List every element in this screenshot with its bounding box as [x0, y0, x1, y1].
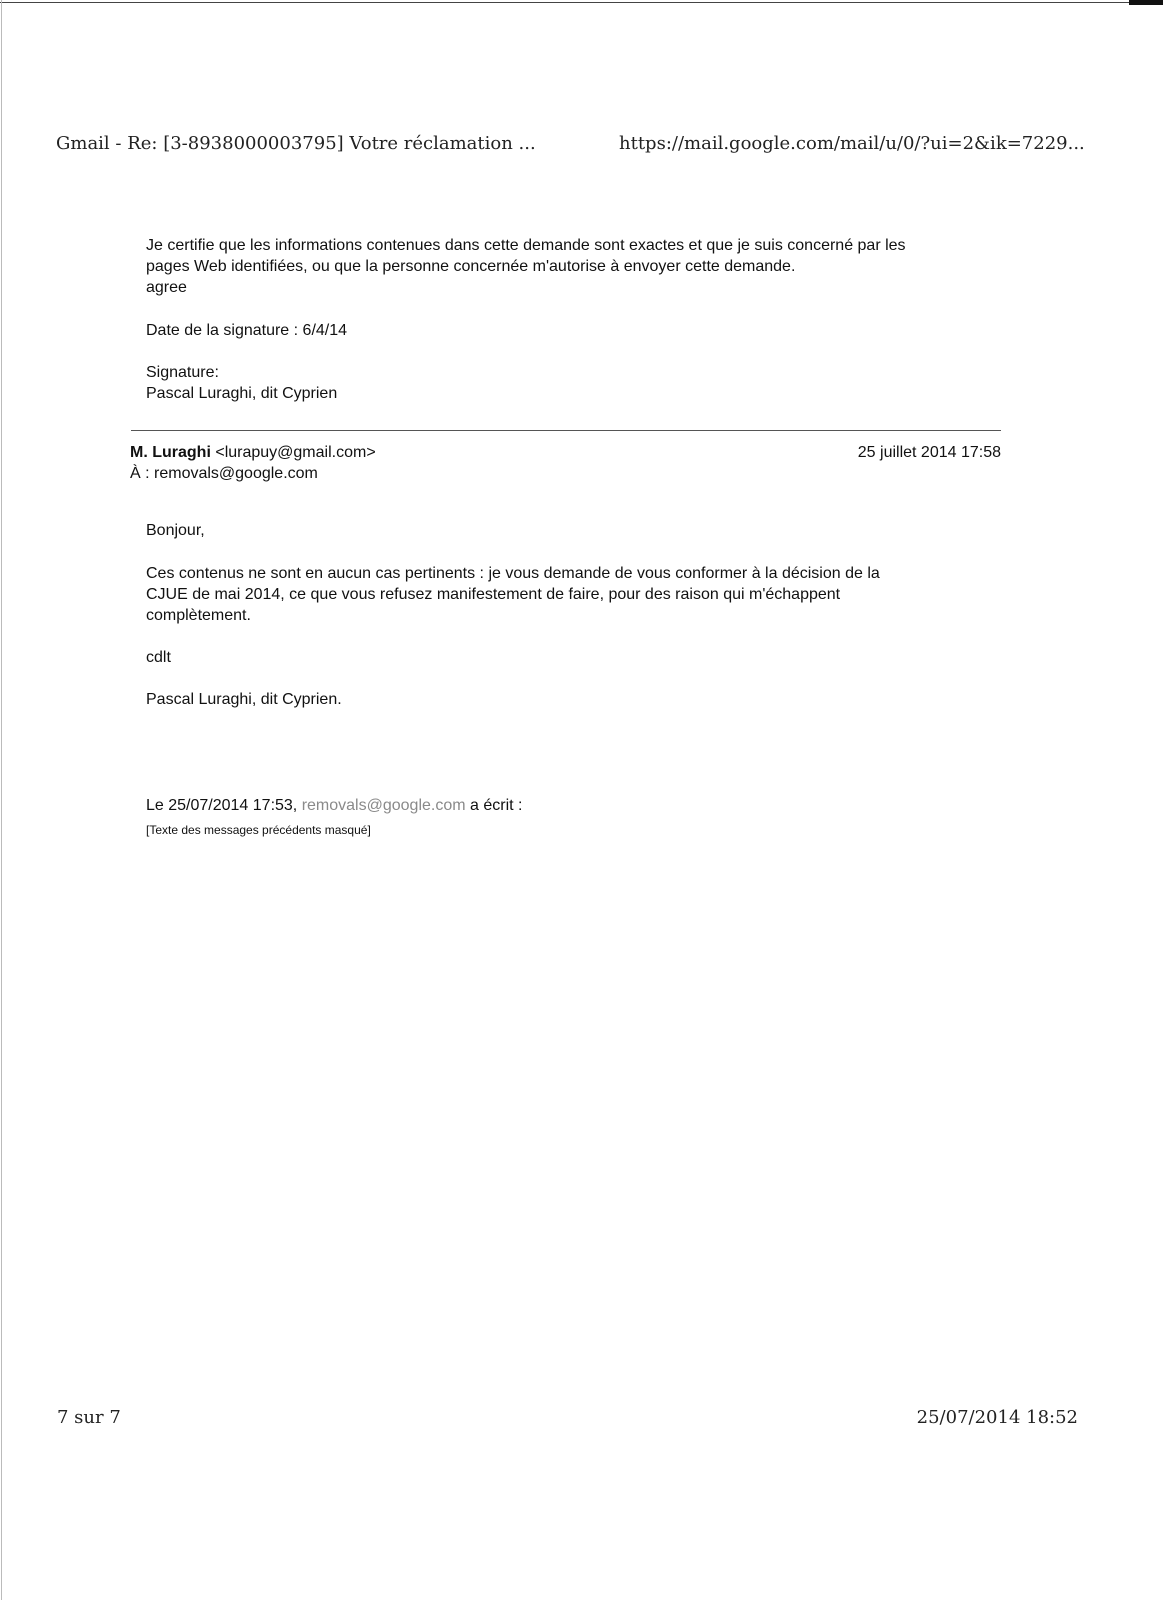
greeting: Bonjour,	[146, 522, 205, 539]
signature-name: Pascal Luraghi, dit Cyprien	[146, 385, 338, 402]
page-top-border	[0, 2, 1163, 3]
certification-text	[146, 235, 906, 298]
sender-email: <lurapuy@gmail.com>	[215, 444, 376, 461]
message-separator	[131, 430, 1001, 431]
print-header-title: Gmail - Re: [3-8938000003795] Votre réclamation ...	[56, 133, 536, 154]
message-paragraph	[146, 563, 880, 626]
quoted-email-link[interactable]: removals@google.com	[301, 797, 466, 814]
message-date: 25 juillet 2014 17:58	[857, 444, 1001, 461]
scan-mark	[1129, 0, 1163, 5]
hidden-messages-note[interactable]: [Texte des messages précédents masqué]	[146, 823, 371, 837]
quote-attribution	[146, 795, 522, 816]
signature-block	[146, 362, 337, 404]
signature-date: Date de la signature : 6/4/14	[146, 322, 348, 339]
certification-line: agree	[146, 279, 187, 296]
certification-line: pages Web identifiées, ou que la personne concernée m'autorise à envoyer cette demande.	[146, 258, 796, 275]
recipient-line: À : removals@google.com	[130, 465, 318, 482]
signoff: Pascal Luraghi, dit Cyprien.	[146, 691, 342, 708]
paragraph-line: Ces contenus ne sont en aucun cas pertinents : je vous demande de vous conformer à la décision de la	[146, 565, 880, 582]
certification-line: Je certifie que les informations contenues dans cette demande sont exactes et que je suis concerné par les	[146, 237, 906, 254]
sender-line	[130, 442, 376, 463]
page-left-border	[1, 0, 2, 1600]
signature-label: Signature:	[146, 364, 219, 381]
quote-prefix: Le 25/07/2014 17:53,	[146, 797, 302, 814]
closing: cdlt	[146, 649, 171, 666]
print-footer-page: 7 sur 7	[57, 1407, 121, 1428]
paragraph-line: CJUE de mai 2014, ce que vous refusez manifestement de faire, pour des raison qui m'échappent	[146, 586, 841, 603]
print-footer-timestamp: 25/07/2014 18:52	[916, 1407, 1078, 1428]
sender-name: M. Luraghi	[130, 444, 211, 461]
print-header-url: https://mail.google.com/mail/u/0/?ui=2&ik=7229...	[619, 133, 1085, 154]
paragraph-line: complètement.	[146, 607, 251, 624]
quote-suffix: a écrit :	[465, 797, 523, 814]
